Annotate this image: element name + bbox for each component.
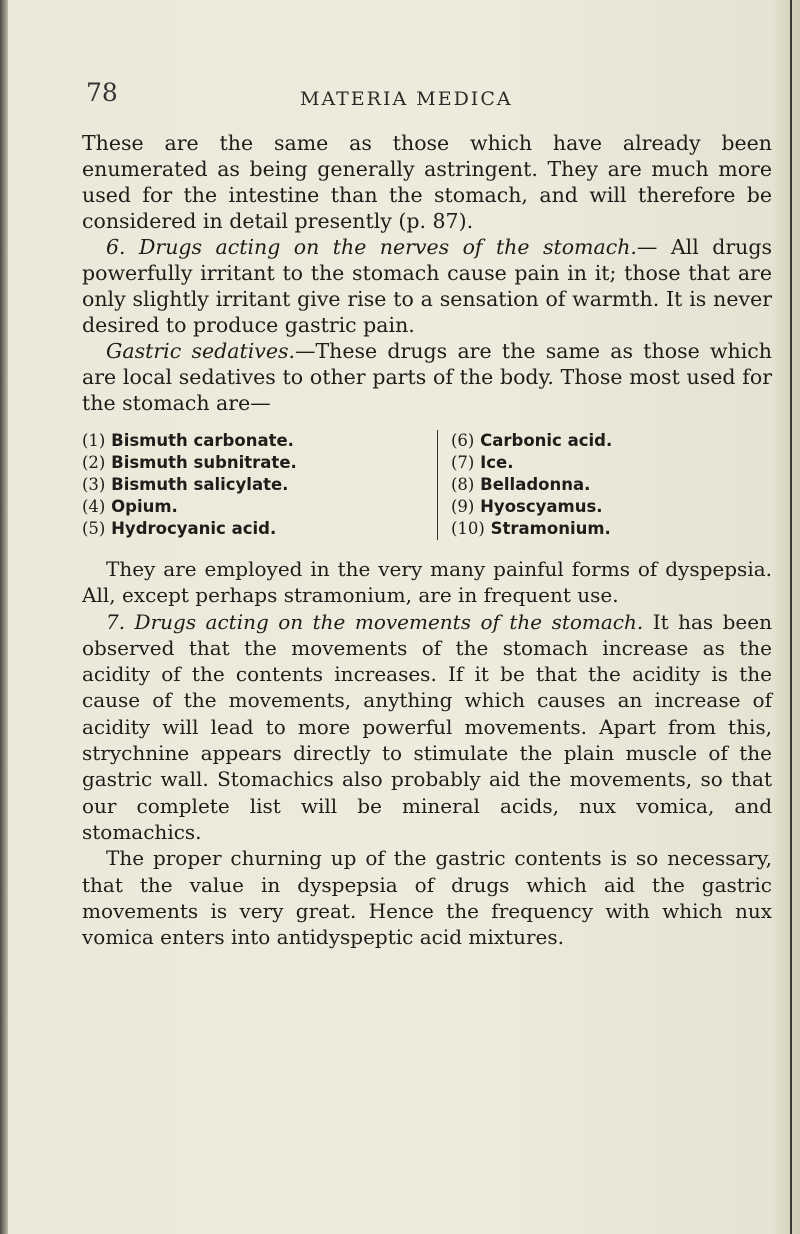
drug-list-item: (8) Belladonna. [451, 475, 591, 494]
paragraph-nerves [82, 234, 772, 338]
paragraph-churning: The proper churning up of the gastric contents is so necessary, that the value in dyspepsia of drugs which aid the gastric movements is very great. Hence the frequency with which nux vomica enters into antidyspeptic acid mixtures. [82, 846, 772, 950]
paragraph-movements [82, 609, 772, 846]
drug-list-right-column [437, 430, 612, 540]
section-heading-nerves: 6. Drugs acting on the nerves of the stomach.— [106, 235, 658, 259]
drug-list-item: (10) Stramonium. [451, 519, 611, 538]
drug-list-item: (7) Ice. [451, 453, 514, 472]
page-number: 78 [86, 78, 118, 107]
page-right-edge [770, 0, 800, 1234]
paragraph-gastric-sedatives [82, 338, 772, 416]
section-heading-movements: 7. Drugs acting on the movements of the stomach. [106, 609, 644, 634]
drug-list-item: (1) Bismuth carbonate. [82, 431, 294, 450]
drug-list-item: (6) Carbonic acid. [451, 431, 613, 450]
drug-list-item: (9) Hyoscyamus. [451, 497, 603, 516]
drug-list-item: (4) Opium. [82, 497, 178, 516]
paragraph-astringents: These are the same as those which have already been enumerated as being generally astringent. They are much more used for the intestine than the stomach, and will therefore be considered in detail presently (p. 87). [82, 131, 772, 233]
drug-list-item: (3) Bismuth salicylate. [82, 475, 289, 494]
paragraph-dyspepsia-use: They are employed in the very many painful forms of dyspepsia. All, except perhaps stramonium, are in frequent use. [82, 557, 772, 608]
page-left-edge [0, 0, 8, 1234]
page-edge-line [790, 0, 792, 1234]
page-body [82, 130, 772, 950]
drug-list-item: (2) Bismuth subnitrate. [82, 453, 297, 472]
paragraph-gastric-sedatives-body: —These drugs are the same as those which are local sedatives to other parts of the body. Those most used for the stomach are— [82, 339, 772, 415]
running-head: MATERIA MEDICA [300, 88, 513, 110]
drug-list-item: (5) Hydrocyanic acid. [82, 519, 277, 538]
page-header [0, 78, 800, 112]
paragraph-movements-body: It has been observed that the movements of the stomach increase as the acidity of the contents increases. If it be that the acidity is the cause of the movements, anything which causes an increase of acidity will lead to more powerful movements. Apart from this, strychnine appears directly to stimulate the plain muscle of the gastric wall. Stomachics also probably aid the movements, so that our complete list will be mineral acids, nux vomica, and stomachics. [82, 609, 772, 844]
paragraph-nerves-body: All drugs powerfully irritant to the stomach cause pain in it; those that are only slightly irritant give rise to a sensation of warmth. It is never desired to produce gastric pain. [82, 235, 772, 337]
lower-text [82, 556, 772, 950]
drug-list [82, 430, 772, 540]
section-heading-gastric-sedatives: Gastric sedatives. [106, 339, 295, 363]
drug-list-left-column [82, 430, 437, 540]
